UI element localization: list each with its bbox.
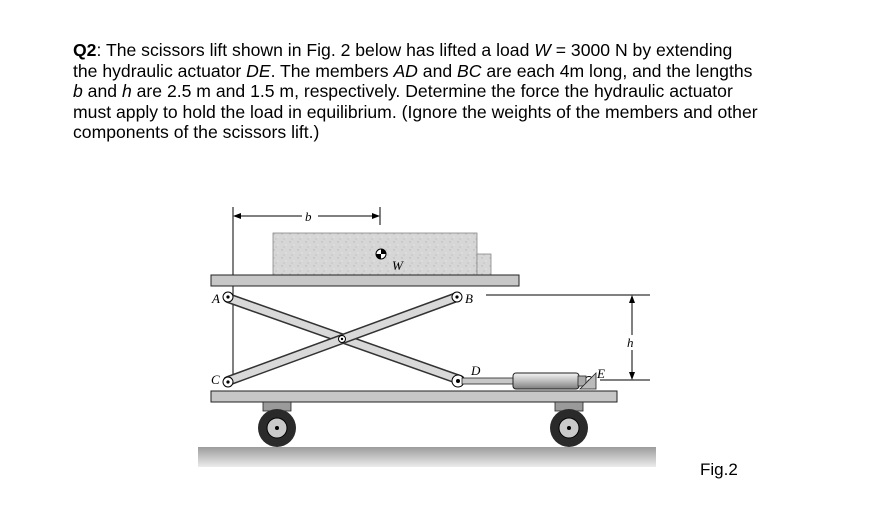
question-part: = 3000 N by extending xyxy=(550,40,733,60)
question-part: and xyxy=(82,81,122,101)
question-part: and xyxy=(417,60,458,81)
load-block xyxy=(273,233,477,275)
top-platform xyxy=(211,275,519,286)
symbol-b: b xyxy=(73,81,83,101)
symbol-BC: BC xyxy=(457,60,482,81)
label-A: A xyxy=(212,291,220,306)
pin-center xyxy=(339,336,346,343)
question-part: . The members xyxy=(270,60,394,81)
pin-C xyxy=(223,377,233,387)
question-part: the hydraulic actuator xyxy=(73,60,247,81)
hydraulic-actuator-DE xyxy=(462,373,596,389)
center-of-gravity-icon xyxy=(376,249,386,259)
label-B: B xyxy=(465,291,473,306)
question-part: components of the scissors lift.) xyxy=(73,122,320,142)
label-b: b xyxy=(305,209,312,224)
wheel-right xyxy=(550,402,588,447)
label-C: C xyxy=(211,372,220,387)
label-W: W xyxy=(392,258,403,273)
symbol-W: W xyxy=(534,40,551,60)
symbol-AD: AD xyxy=(393,60,418,81)
load-block-step xyxy=(477,254,491,275)
question-part: are each 4m long, and the lengths xyxy=(481,60,753,81)
figure-caption: Fig.2 xyxy=(700,460,738,479)
question-label: Q2 xyxy=(73,40,97,60)
question-part: : The scissors lift shown in Fig. 2 below has lifted a load xyxy=(96,40,535,60)
wheel-left xyxy=(258,402,296,447)
question-part: must apply to hold the load in equilibrium. (Ignore the weights of the members and other xyxy=(73,101,758,122)
dimension-h xyxy=(486,295,650,380)
bottom-platform xyxy=(211,391,617,402)
ground xyxy=(198,447,656,467)
question-part: are 2.5 m and 1.5 m, respectively. Determine the force the hydraulic actuator xyxy=(131,81,733,101)
pin-A xyxy=(223,292,233,302)
label-D: D xyxy=(471,363,481,378)
pin-B xyxy=(452,292,462,302)
label-h: h xyxy=(627,335,634,350)
label-E: E xyxy=(597,366,605,381)
symbol-h: h xyxy=(121,81,132,101)
symbol-DE: DE xyxy=(246,60,271,81)
